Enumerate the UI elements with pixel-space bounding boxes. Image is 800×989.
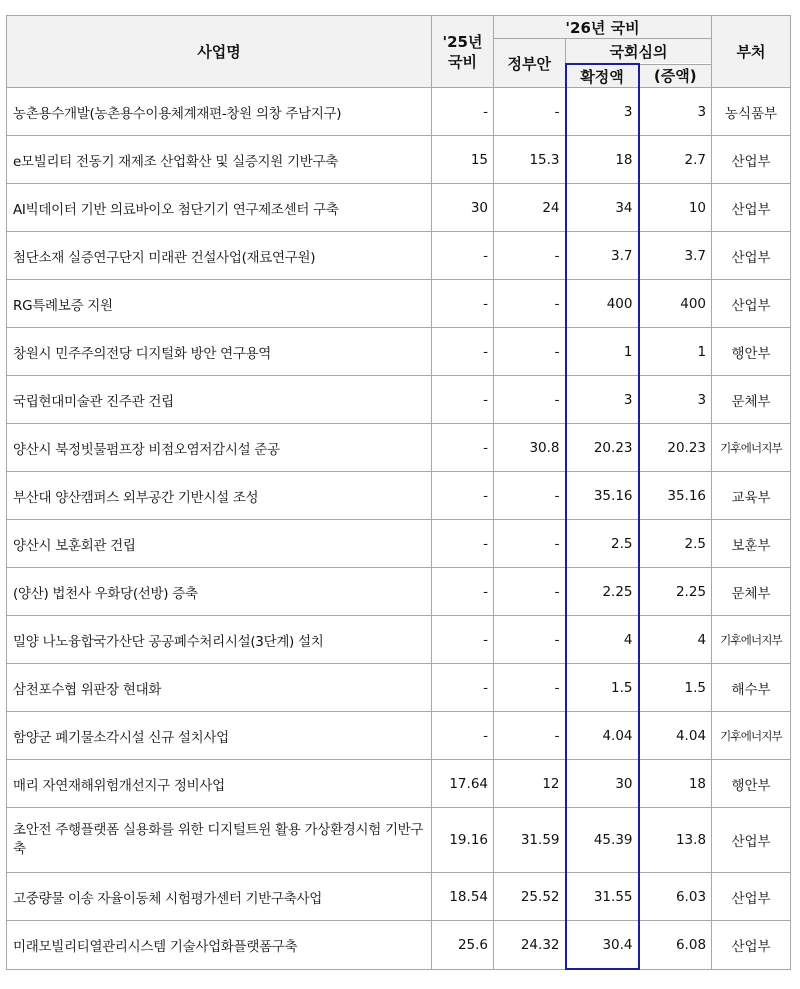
row-ministry: 행안부 <box>712 760 791 808</box>
row-project-name-text: 초안전 주행플랫폼 실용화를 위한 디지털트윈 활용 가상환경시험 기반구축 <box>13 822 424 857</box>
header-gov-proposal: 정부안 <box>494 39 566 88</box>
row-increase: 4.04 <box>639 712 712 760</box>
row-prev-budget: - <box>432 664 494 712</box>
table-row <box>7 808 791 873</box>
row-confirmed-amount: 35.16 <box>566 472 639 520</box>
row-prev-budget: - <box>432 328 494 376</box>
row-project-name: 매리 자연재해위험개선지구 정비사업 <box>7 760 432 808</box>
row-project-name: 삼천포수협 위판장 현대화 <box>7 664 432 712</box>
row-confirmed-amount: 2.25 <box>566 568 639 616</box>
header-assembly-review: 국회심의 <box>566 39 712 65</box>
row-increase: 18 <box>639 760 712 808</box>
header-confirmed-amount: 확정액 <box>566 64 639 88</box>
row-gov-proposal: - <box>494 568 566 616</box>
table-row <box>7 568 791 616</box>
row-ministry: 해수부 <box>712 664 791 712</box>
row-prev-budget: - <box>432 472 494 520</box>
row-ministry: 산업부 <box>712 136 791 184</box>
row-ministry: 기후에너지부 <box>712 712 791 760</box>
table-row <box>7 232 791 280</box>
row-prev-budget: - <box>432 88 494 136</box>
row-confirmed-amount: 3 <box>566 88 639 136</box>
row-ministry: 농식품부 <box>712 88 791 136</box>
row-project-name: 양산시 보훈회관 건립 <box>7 520 432 568</box>
row-ministry: 행안부 <box>712 328 791 376</box>
row-confirmed-amount: 20.23 <box>566 424 639 472</box>
header-prev-budget-label: 국비 <box>448 52 477 71</box>
row-increase: 3.7 <box>639 232 712 280</box>
row-ministry: 기후에너지부 <box>712 616 791 664</box>
row-increase: 4 <box>639 616 712 664</box>
row-confirmed-amount: 3.7 <box>566 232 639 280</box>
row-gov-proposal: - <box>494 280 566 328</box>
row-ministry: 산업부 <box>712 280 791 328</box>
row-confirmed-amount: 34 <box>566 184 639 232</box>
row-increase: 1 <box>639 328 712 376</box>
row-gov-proposal: - <box>494 712 566 760</box>
row-project-name: 함양군 폐기물소각시설 신규 설치사업 <box>7 712 432 760</box>
row-increase: 3 <box>639 376 712 424</box>
row-gov-proposal: - <box>494 88 566 136</box>
row-prev-budget: 17.64 <box>432 760 494 808</box>
row-increase: 2.5 <box>639 520 712 568</box>
row-project-name: RG특례보증 지원 <box>7 280 432 328</box>
row-gov-proposal: 24.32 <box>494 921 566 970</box>
header-prev-budget-year: '25년 <box>442 32 483 51</box>
row-prev-budget: - <box>432 568 494 616</box>
row-gov-proposal: - <box>494 616 566 664</box>
table-row <box>7 328 791 376</box>
row-ministry: 문체부 <box>712 568 791 616</box>
row-prev-budget: 15 <box>432 136 494 184</box>
row-prev-budget: - <box>432 712 494 760</box>
row-gov-proposal: - <box>494 376 566 424</box>
row-confirmed-amount: 4 <box>566 616 639 664</box>
row-prev-budget: - <box>432 424 494 472</box>
table-row <box>7 712 791 760</box>
row-increase: 2.25 <box>639 568 712 616</box>
row-confirmed-amount: 30.4 <box>566 921 639 970</box>
row-increase: 13.8 <box>639 808 712 873</box>
row-gov-proposal: 24 <box>494 184 566 232</box>
row-gov-proposal: - <box>494 328 566 376</box>
row-project-name: 농촌용수개발(농촌용수이용체계재편-창원 의창 주남지구) <box>7 88 432 136</box>
row-increase: 2.7 <box>639 136 712 184</box>
row-project-name: 미래모빌리티열관리시스템 기술사업화플랫폼구축 <box>7 921 432 970</box>
row-ministry: 산업부 <box>712 808 791 873</box>
table-row <box>7 616 791 664</box>
header-prev-budget <box>432 16 494 88</box>
row-project-name <box>7 808 432 873</box>
table-row <box>7 664 791 712</box>
row-increase: 6.03 <box>639 873 712 921</box>
row-ministry: 산업부 <box>712 921 791 970</box>
row-ministry: 기후에너지부 <box>712 424 791 472</box>
table-row <box>7 520 791 568</box>
row-confirmed-amount: 1 <box>566 328 639 376</box>
row-prev-budget: 18.54 <box>432 873 494 921</box>
row-prev-budget: - <box>432 520 494 568</box>
row-prev-budget: - <box>432 280 494 328</box>
row-confirmed-amount: 1.5 <box>566 664 639 712</box>
row-confirmed-amount: 4.04 <box>566 712 639 760</box>
table-row <box>7 184 791 232</box>
row-gov-proposal: - <box>494 232 566 280</box>
row-ministry: 산업부 <box>712 184 791 232</box>
row-gov-proposal: 12 <box>494 760 566 808</box>
row-prev-budget: - <box>432 616 494 664</box>
header-project-name: 사업명 <box>7 16 432 88</box>
row-prev-budget: 19.16 <box>432 808 494 873</box>
row-gov-proposal: - <box>494 664 566 712</box>
row-confirmed-amount: 3 <box>566 376 639 424</box>
row-increase: 20.23 <box>639 424 712 472</box>
row-ministry: 보훈부 <box>712 520 791 568</box>
header-increase: (증액) <box>639 64 712 88</box>
table-row <box>7 136 791 184</box>
row-confirmed-amount: 18 <box>566 136 639 184</box>
row-project-name: 첨단소재 실증연구단지 미래관 건설사업(재료연구원) <box>7 232 432 280</box>
row-project-name: 양산시 북정빗물펌프장 비점오염저감시설 준공 <box>7 424 432 472</box>
row-increase: 3 <box>639 88 712 136</box>
row-increase: 6.08 <box>639 921 712 970</box>
row-project-name: 부산대 양산캠퍼스 외부공간 기반시설 조성 <box>7 472 432 520</box>
row-increase: 10 <box>639 184 712 232</box>
table-row <box>7 873 791 921</box>
table-row <box>7 921 791 970</box>
table-header <box>7 16 791 88</box>
table-row <box>7 376 791 424</box>
table-row <box>7 472 791 520</box>
row-gov-proposal: - <box>494 520 566 568</box>
row-gov-proposal: 15.3 <box>494 136 566 184</box>
row-prev-budget: 30 <box>432 184 494 232</box>
table-row <box>7 760 791 808</box>
row-gov-proposal: 25.52 <box>494 873 566 921</box>
row-project-name: 밀양 나노융합국가산단 공공폐수처리시설(3단계) 설치 <box>7 616 432 664</box>
row-gov-proposal: 30.8 <box>494 424 566 472</box>
row-ministry: 문체부 <box>712 376 791 424</box>
header-ministry: 부처 <box>712 16 791 88</box>
row-project-name: AI빅데이터 기반 의료바이오 첨단기기 연구제조센터 구축 <box>7 184 432 232</box>
row-project-name: (양산) 법천사 우화당(선방) 증축 <box>7 568 432 616</box>
table-row <box>7 424 791 472</box>
row-increase: 400 <box>639 280 712 328</box>
row-confirmed-amount: 30 <box>566 760 639 808</box>
row-project-name: e모빌리티 전동기 재제조 산업확산 및 실증지원 기반구축 <box>7 136 432 184</box>
budget-table <box>6 15 791 970</box>
row-gov-proposal: - <box>494 472 566 520</box>
table-body <box>7 88 791 970</box>
row-ministry: 교육부 <box>712 472 791 520</box>
row-confirmed-amount: 2.5 <box>566 520 639 568</box>
row-confirmed-amount: 31.55 <box>566 873 639 921</box>
row-prev-budget: - <box>432 232 494 280</box>
row-gov-proposal: 31.59 <box>494 808 566 873</box>
row-increase: 1.5 <box>639 664 712 712</box>
row-confirmed-amount: 400 <box>566 280 639 328</box>
row-project-name: 창원시 민주주의전당 디지털화 방안 연구용역 <box>7 328 432 376</box>
row-ministry: 산업부 <box>712 232 791 280</box>
row-increase: 35.16 <box>639 472 712 520</box>
row-ministry: 산업부 <box>712 873 791 921</box>
row-project-name: 고중량물 이송 자율이동체 시험평가센터 기반구축사업 <box>7 873 432 921</box>
row-confirmed-amount: 45.39 <box>566 808 639 873</box>
table-row <box>7 88 791 136</box>
header-budget-group: '26년 국비 <box>494 16 712 39</box>
row-project-name: 국립현대미술관 진주관 건립 <box>7 376 432 424</box>
table-row <box>7 280 791 328</box>
row-prev-budget: - <box>432 376 494 424</box>
row-prev-budget: 25.6 <box>432 921 494 970</box>
